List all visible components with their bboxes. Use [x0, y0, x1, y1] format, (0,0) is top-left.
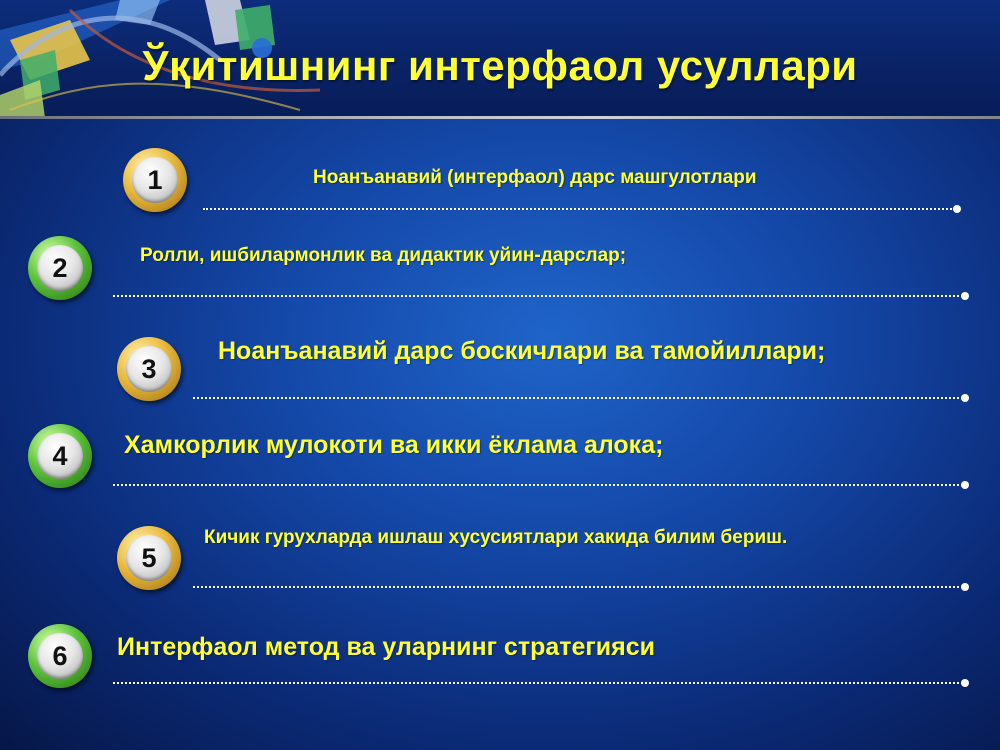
dotted-line-end [961, 481, 969, 489]
dotted-line [113, 295, 963, 297]
dotted-line [193, 586, 963, 588]
dotted-line-end [961, 394, 969, 402]
number-badge-label: 4 [37, 433, 83, 479]
list-item-text: Ноанъанавий (интерфаол) дарс машгулотлари [313, 167, 757, 188]
number-badge [117, 337, 181, 401]
dotted-line [113, 682, 963, 684]
number-badge [28, 624, 92, 688]
list-item-text: Хамкорлик мулокоти ва икки ёклама алока; [124, 431, 664, 459]
dotted-line [113, 484, 963, 486]
number-badge [117, 526, 181, 590]
number-badge-label: 1 [132, 157, 178, 203]
number-badge-label: 6 [37, 633, 83, 679]
list-item-text: Интерфаол метод ва уларнинг стратегияси [117, 633, 656, 661]
number-badge-label: 3 [126, 346, 172, 392]
dotted-line-end [961, 292, 969, 300]
number-badge [123, 148, 187, 212]
slide-title: Ўқитишнинг интерфаол усуллари [142, 42, 858, 89]
list-item-text: Ролли, ишбилармонлик ва дидактик уйин-дарслар; [140, 245, 627, 266]
dotted-line [203, 208, 955, 210]
dotted-line [193, 397, 963, 399]
number-badge-label: 2 [37, 245, 83, 291]
header-divider [0, 116, 1000, 119]
number-badge [28, 424, 92, 488]
dotted-line-end [961, 679, 969, 687]
number-badge-label: 5 [126, 535, 172, 581]
list-item-text: Ноанъанавий дарс боскичлари ва тамойиллари; [218, 337, 826, 365]
dotted-line-end [953, 205, 961, 213]
number-badge [28, 236, 92, 300]
list-item-text: Кичик гурухларда ишлаш хусусиятлари хакида билим бериш. [204, 527, 788, 548]
dotted-line-end [961, 583, 969, 591]
